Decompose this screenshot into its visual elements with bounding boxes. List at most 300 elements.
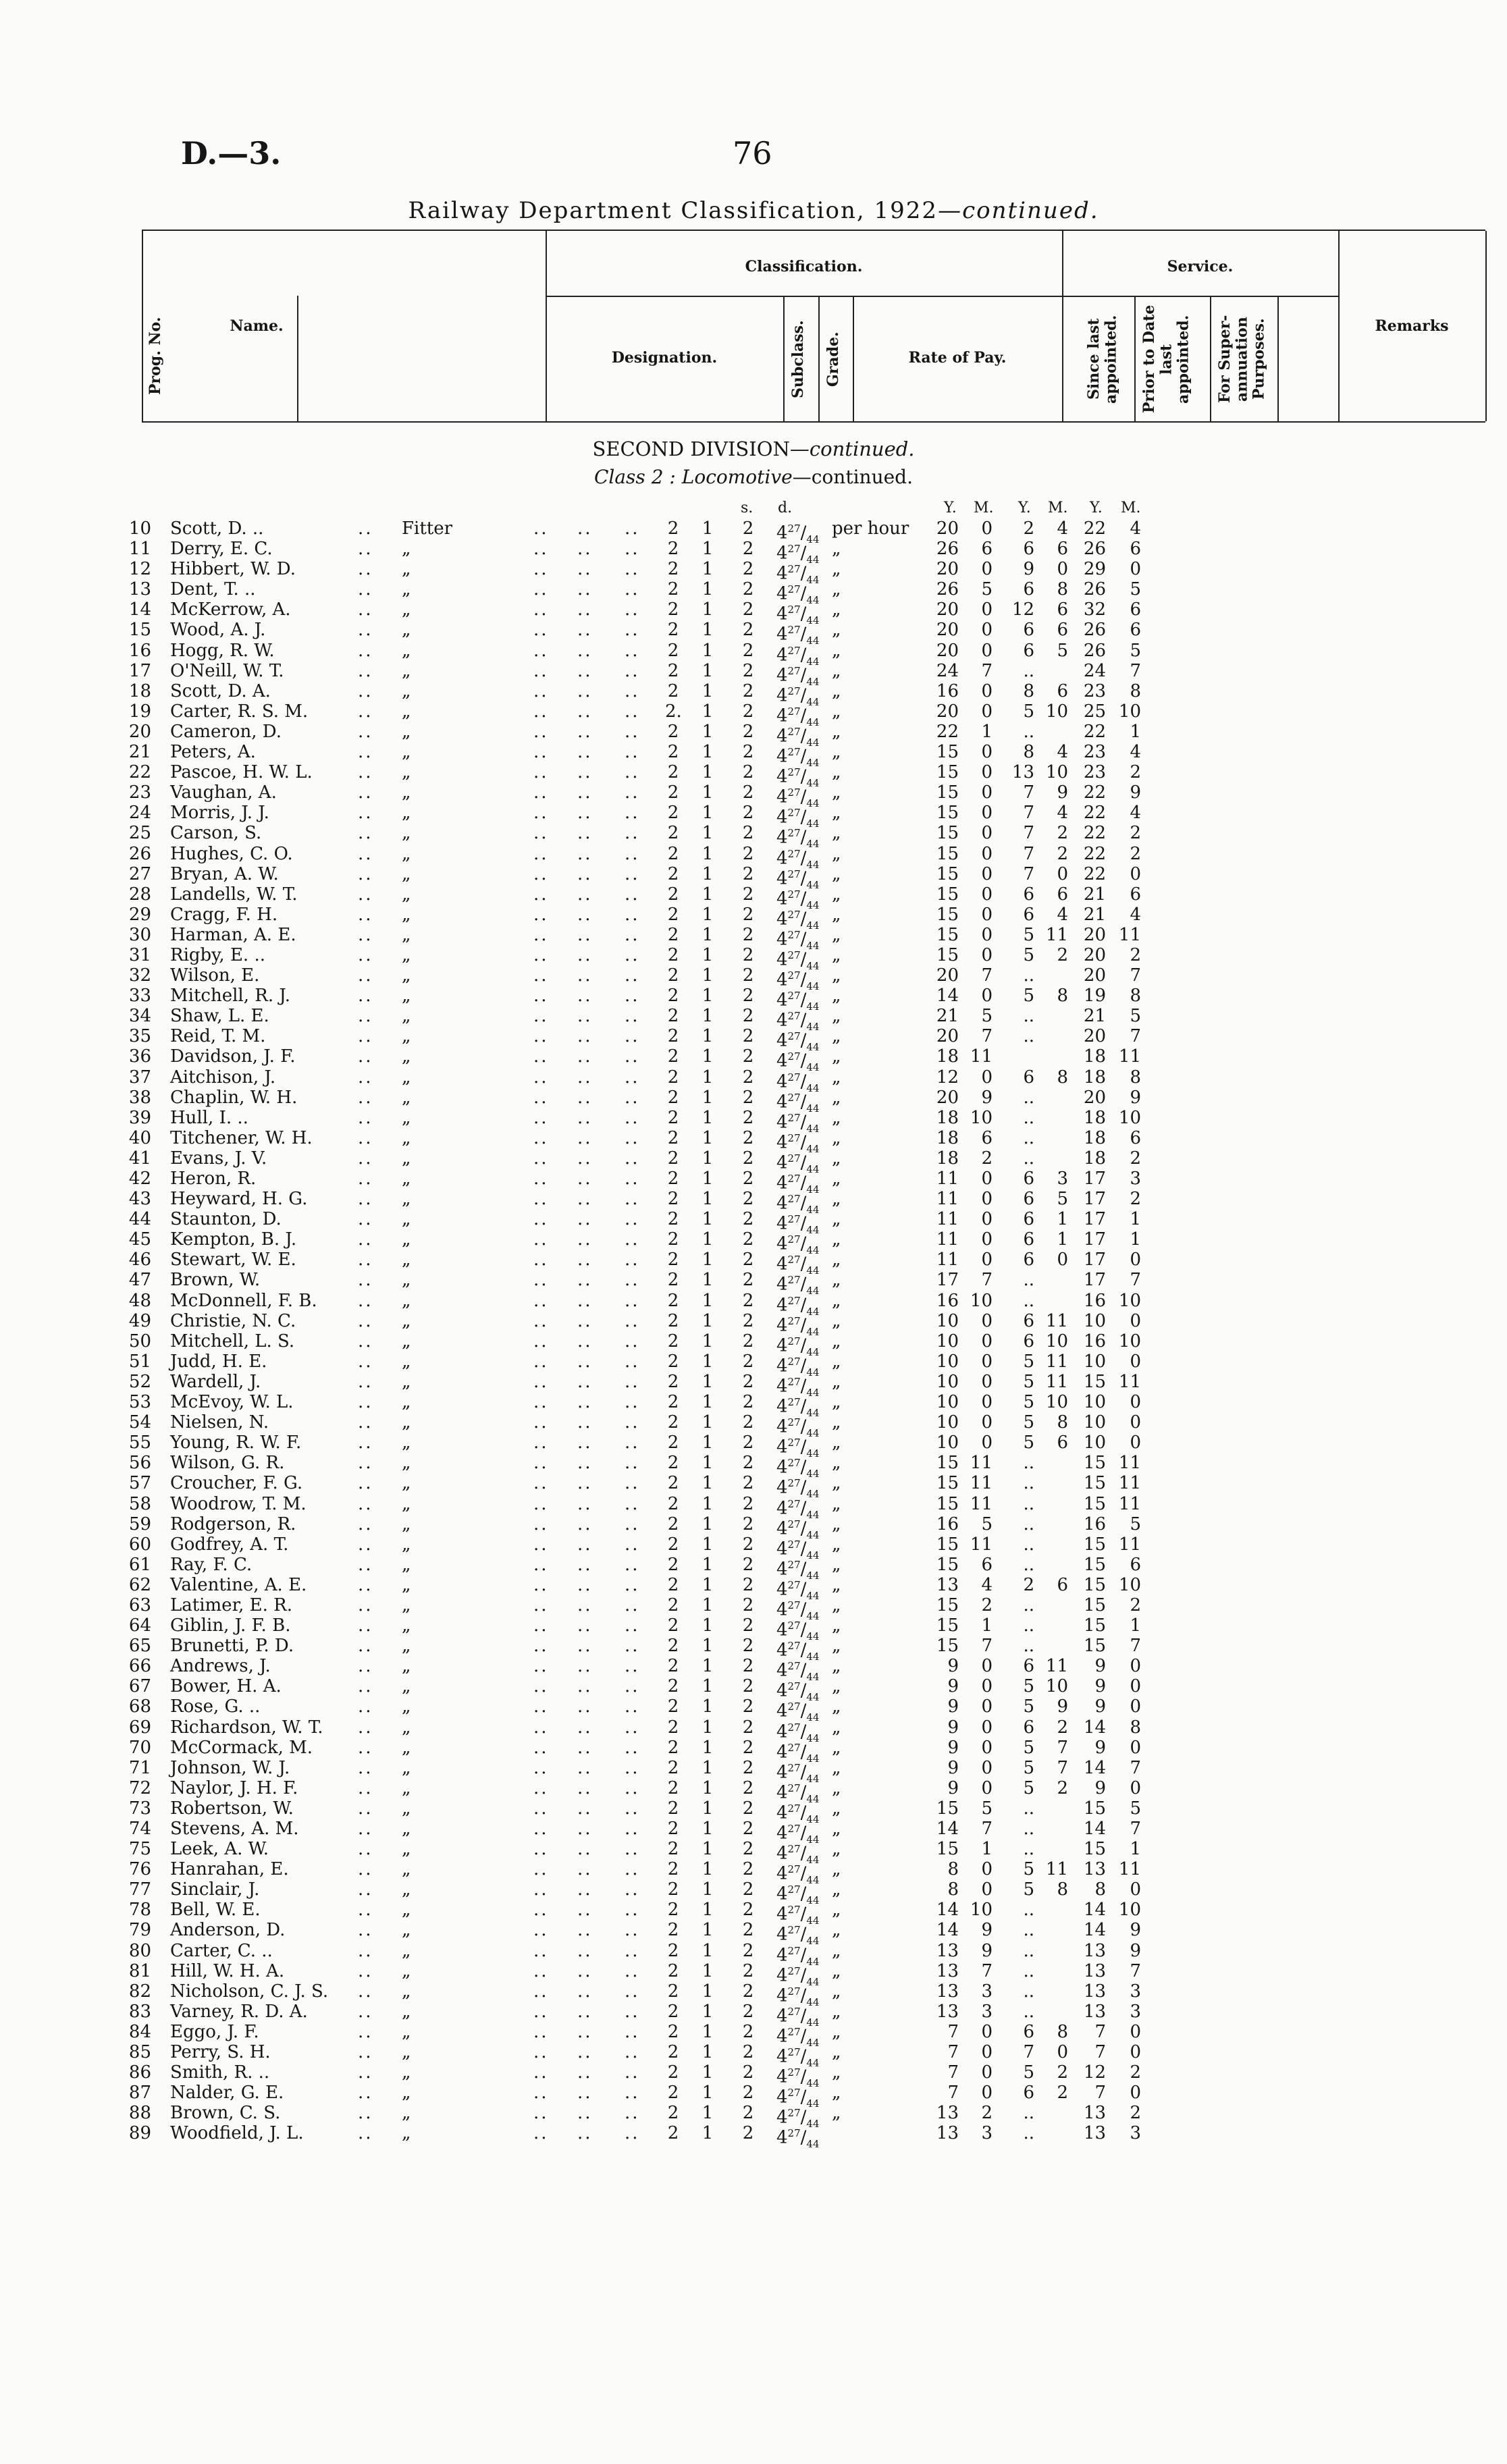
leader-dots: ..	[625, 2001, 640, 2022]
leader-dots: ..	[577, 1574, 593, 1595]
since-last-years: 15	[936, 803, 959, 824]
rate-pence-numerator: 27	[787, 1640, 801, 1653]
leader-dots: ..	[358, 640, 373, 661]
rate-per: „	[832, 1270, 841, 1291]
since-last-years: 15	[936, 944, 959, 965]
subclass: 2	[667, 1127, 679, 1148]
rate-pence-denominator: 44	[806, 2016, 820, 2029]
leader-dots: ..	[577, 620, 593, 641]
rate-pence-denominator: 44	[806, 1488, 820, 1501]
super-years: 13	[1083, 2123, 1106, 2144]
table-row	[0, 1595, 1507, 1622]
rate-per: „	[832, 944, 841, 965]
rate-pence-whole: 4	[776, 949, 788, 970]
leader-dots: ..	[577, 1250, 593, 1270]
leader-dots: ..	[358, 1574, 373, 1595]
rate-pence-numerator: 27	[787, 1883, 801, 1896]
prior-months: 5	[1057, 640, 1068, 661]
leader-dots: ..	[358, 823, 373, 844]
rate-pence-denominator: 44	[806, 1975, 820, 1988]
prior-months: 1	[1057, 1229, 1068, 1250]
rate-per: „	[832, 1900, 841, 1921]
prior-years: 6	[1023, 620, 1034, 641]
rate-shillings: 2	[742, 1534, 754, 1555]
prog-no: 47	[128, 1270, 151, 1291]
grade: 1	[702, 762, 714, 783]
leader-dots: ..	[625, 884, 640, 905]
super-months: 2	[1130, 823, 1141, 844]
rate-shillings: 2	[742, 1859, 754, 1880]
table-row	[0, 579, 1507, 607]
since-last-years: 13	[936, 2123, 959, 2144]
leader-dots: ..	[358, 863, 373, 884]
prior-years: ..	[1023, 1534, 1034, 1555]
prior-months: 3	[1057, 1169, 1068, 1189]
leader-dots: ..	[533, 1127, 549, 1148]
since-last-years: 15	[936, 1493, 959, 1514]
super-months: 4	[1130, 904, 1141, 925]
leader-dots: ..	[577, 1636, 593, 1657]
table-row	[0, 2062, 1507, 2089]
leader-dots: ..	[358, 2083, 373, 2104]
table-row	[0, 1189, 1507, 1216]
rate-pence-whole: 4	[776, 726, 788, 747]
rate-pence-numerator: 27	[787, 1152, 801, 1164]
since-last-months: 0	[981, 1757, 993, 1778]
rate-pence-denominator: 44	[806, 2056, 820, 2069]
rate-pence-denominator: 44	[806, 2097, 820, 2110]
leader-dots: ..	[577, 924, 593, 945]
rate-pence-numerator: 27	[787, 725, 801, 738]
leader-dots: ..	[358, 1148, 373, 1169]
rate-pence-whole: 4	[776, 1233, 788, 1254]
super-years: 26	[1083, 640, 1106, 661]
rate-pence-whole: 4	[776, 1782, 788, 1803]
since-last-months: 10	[970, 1107, 993, 1128]
rate-pence-whole: 4	[776, 1843, 788, 1864]
leader-dots: ..	[533, 1148, 549, 1169]
employee-name: Rigby, E. ..	[170, 944, 265, 965]
rate-pence-whole: 4	[776, 705, 788, 726]
employee-name: Reid, T. M.	[170, 1026, 266, 1047]
subclass: 2	[667, 1148, 679, 1169]
rate-per: „	[832, 1351, 841, 1372]
rate-pence-numerator: 27	[787, 1599, 801, 1611]
rate-pence-numerator: 27	[787, 1233, 801, 1246]
class-prefix: Class 2 :	[593, 466, 682, 488]
grade: 1	[702, 965, 714, 986]
since-last-months: 3	[981, 1981, 993, 2002]
leader-dots: ..	[625, 721, 640, 742]
super-months: 0	[1130, 2042, 1141, 2063]
leader-dots: ..	[358, 599, 373, 620]
leader-dots: ..	[625, 1371, 640, 1392]
rate-pence-denominator: 44	[806, 980, 820, 992]
rate-per: „	[832, 1595, 841, 1615]
subclass: 2	[667, 1087, 679, 1108]
since-last-months: 7	[981, 1270, 993, 1291]
rate-per: „	[832, 1087, 841, 1108]
table-row	[0, 986, 1507, 1013]
rate-per: „	[832, 884, 841, 905]
super-years: 16	[1083, 1290, 1106, 1311]
rate-pence: $4^{27}/_{44}$	[776, 1233, 820, 1257]
leader-dots: ..	[577, 2062, 593, 2083]
rate-shillings: 2	[742, 1107, 754, 1128]
rate-shillings: 2	[742, 1331, 754, 1351]
leader-dots: ..	[577, 1046, 593, 1067]
since-last-years: 16	[936, 1514, 959, 1534]
leader-dots: ..	[577, 1696, 593, 1717]
leader-dots: ..	[358, 1270, 373, 1291]
designation: „	[402, 1777, 411, 1798]
employee-name: Nalder, G. E.	[170, 2083, 284, 2104]
prior-years: ..	[1023, 1839, 1034, 1860]
leader-dots: ..	[577, 1189, 593, 1210]
leader-dots: ..	[625, 1717, 640, 1738]
rate-pence-whole: 4	[776, 969, 788, 990]
rate-pence-whole: 4	[776, 828, 788, 849]
rate-per: „	[832, 1696, 841, 1717]
rate-pence: $4^{27}/_{44}$	[776, 1497, 820, 1521]
since-last-months: 10	[970, 1900, 993, 1921]
super-months: 2	[1130, 2062, 1141, 2083]
leader-dots: ..	[533, 1900, 549, 1921]
prior-months: 6	[1057, 1432, 1068, 1453]
leader-dots: ..	[533, 1960, 549, 1981]
leader-dots: ..	[625, 1107, 640, 1128]
super-years: 22	[1083, 782, 1106, 803]
prog-no: 88	[128, 2103, 151, 2124]
leader-dots: ..	[358, 1229, 373, 1250]
leader-dots: ..	[533, 782, 549, 803]
since-last-years: 15	[936, 823, 959, 844]
rate-pence-whole: 4	[776, 1640, 788, 1661]
rate-shillings: 2	[742, 1554, 754, 1575]
since-last-months: 0	[981, 1371, 993, 1392]
rate-pence-numerator: 27	[787, 523, 801, 535]
employee-name: Mitchell, R. J.	[170, 986, 291, 1007]
rate-shillings: 2	[742, 2021, 754, 2042]
super-months: 11	[1118, 1453, 1141, 1474]
since-last-months: 0	[981, 518, 993, 539]
leader-dots: ..	[625, 1169, 640, 1189]
employee-name: Richardson, W. T.	[170, 1717, 323, 1738]
rate-pence-numerator: 27	[787, 1660, 801, 1673]
rate-shillings: 2	[742, 1473, 754, 1494]
leader-dots: ..	[533, 2021, 549, 2042]
grade: 1	[702, 1636, 714, 1657]
rate-pence-denominator: 44	[806, 635, 820, 647]
leader-dots: ..	[358, 762, 373, 783]
employee-name: Brown, W.	[170, 1270, 261, 1291]
rate-pence-denominator: 44	[806, 2077, 820, 2089]
rate-pence: $4^{27}/_{44}$	[776, 1578, 820, 1602]
rate-per: „	[832, 1026, 841, 1047]
prog-no: 55	[128, 1432, 151, 1453]
rate-shillings: 2	[742, 1920, 754, 1941]
leader-dots: ..	[577, 965, 593, 986]
rate-pence: $4^{27}/_{44}$	[776, 1416, 820, 1439]
leader-dots: ..	[358, 1310, 373, 1331]
prog-no: 67	[128, 1676, 151, 1697]
grade: 1	[702, 1777, 714, 1798]
leader-dots: ..	[358, 2042, 373, 2063]
rate-pence-denominator: 44	[806, 838, 820, 851]
since-last-months: 7	[981, 1026, 993, 1047]
prog-no: 18	[128, 680, 151, 701]
rate-pence-denominator: 44	[806, 736, 820, 749]
leader-dots: ..	[533, 2062, 549, 2083]
rate-pence-whole: 4	[776, 868, 788, 889]
leader-dots: ..	[533, 1737, 549, 1758]
prog-no: 50	[128, 1331, 151, 1351]
table-row	[0, 863, 1507, 891]
super-years: 17	[1083, 1169, 1106, 1189]
super-months: 2	[1130, 843, 1141, 864]
rate-pence-numerator: 27	[787, 1558, 801, 1571]
super-months: 7	[1130, 1026, 1141, 1047]
super-years: 10	[1083, 1310, 1106, 1331]
designation: „	[402, 782, 411, 803]
leader-dots: ..	[533, 620, 549, 641]
rate-per: „	[832, 1757, 841, 1778]
since-last-months: 1	[981, 1615, 993, 1636]
leader-dots: ..	[358, 2123, 373, 2144]
rate-shillings: 2	[742, 1026, 754, 1047]
rate-shillings: 2	[742, 2001, 754, 2022]
rate-shillings: 2	[742, 1169, 754, 1189]
since-last-months: 0	[981, 1250, 993, 1270]
grade: 1	[702, 1554, 714, 1575]
rate-shillings: 2	[742, 1900, 754, 1921]
since-last-years: 18	[936, 1148, 959, 1169]
rate-per: „	[832, 986, 841, 1007]
leader-dots: ..	[533, 1169, 549, 1189]
rate-pence: $4^{27}/_{44}$	[776, 1619, 820, 1642]
since-last-years: 15	[936, 863, 959, 884]
super-years: 9	[1094, 1777, 1106, 1798]
super-months: 0	[1130, 1351, 1141, 1372]
prior-years: 5	[1023, 944, 1034, 965]
grade: 1	[702, 640, 714, 661]
leader-dots: ..	[625, 2083, 640, 2104]
leader-dots: ..	[358, 1676, 373, 1697]
rate-pence: $4^{27}/_{44}$	[776, 1741, 820, 1765]
since-last-months: 0	[981, 823, 993, 844]
employee-name: Peters, A.	[170, 742, 256, 763]
rate-shillings: 2	[742, 1493, 754, 1514]
leader-dots: ..	[358, 1006, 373, 1027]
super-years: 17	[1083, 1270, 1106, 1291]
leader-dots: ..	[577, 1453, 593, 1474]
rate-pence-whole: 4	[776, 2026, 788, 2047]
prior-years: 6	[1023, 1331, 1034, 1351]
prior-months: 2	[1057, 2083, 1068, 2104]
rate-shillings: 2	[742, 1940, 754, 1961]
super-years: 22	[1083, 863, 1106, 884]
designation: „	[402, 1371, 411, 1392]
rate-pence-denominator: 44	[806, 878, 820, 891]
employee-name: Perry, S. H.	[170, 2042, 271, 2063]
prog-no: 30	[128, 924, 151, 945]
prior-years: 6	[1023, 1656, 1034, 1677]
since-last-years: 9	[947, 1757, 959, 1778]
leader-dots: ..	[625, 1819, 640, 1839]
leader-dots: ..	[577, 904, 593, 925]
prior-years: 6	[1023, 904, 1034, 925]
prog-no: 54	[128, 1412, 151, 1433]
prior-months: 6	[1057, 1574, 1068, 1595]
employee-name: Hull, I. ..	[170, 1107, 248, 1128]
designation: „	[402, 1615, 411, 1636]
subclass: 2	[667, 1696, 679, 1717]
rate-pence: $4^{27}/_{44}$	[776, 604, 820, 627]
leader-dots: ..	[358, 559, 373, 580]
table-row	[0, 559, 1507, 587]
rate-shillings: 2	[742, 762, 754, 783]
rate-shillings: 2	[742, 1981, 754, 2002]
designation: „	[402, 559, 411, 580]
leader-dots: ..	[533, 1595, 549, 1615]
rate-per: „	[832, 1107, 841, 1128]
leader-dots: ..	[358, 1453, 373, 1474]
leader-dots: ..	[533, 1331, 549, 1351]
rate-shillings: 2	[742, 1067, 754, 1088]
super-years: 25	[1083, 701, 1106, 722]
leader-dots: ..	[358, 843, 373, 864]
leader-dots: ..	[533, 701, 549, 722]
rate-per: „	[832, 823, 841, 844]
super-months: 0	[1130, 1412, 1141, 1433]
employee-name: Christie, N. C.	[170, 1310, 296, 1331]
leader-dots: ..	[533, 2042, 549, 2063]
grade: 1	[702, 579, 714, 600]
leader-dots: ..	[358, 1432, 373, 1453]
designation: „	[402, 944, 411, 965]
since-last-years: 15	[936, 904, 959, 925]
rate-per: „	[832, 701, 841, 722]
rate-shillings: 2	[742, 1798, 754, 1819]
rate-pence-whole: 4	[776, 1376, 788, 1397]
rate-pence-denominator: 44	[806, 1569, 820, 1582]
prog-no: 73	[128, 1798, 151, 1819]
grade: 1	[702, 1290, 714, 1311]
rate-pence-numerator: 27	[787, 644, 801, 657]
rate-shillings: 2	[742, 742, 754, 763]
rate-pence: $4^{27}/_{44}$	[776, 1457, 820, 1480]
leader-dots: ..	[577, 1331, 593, 1351]
since-last-years: 10	[936, 1371, 959, 1392]
rate-pence-denominator: 44	[806, 1061, 820, 1074]
super-months: 4	[1130, 803, 1141, 824]
leader-dots: ..	[625, 1412, 640, 1433]
prog-no: 42	[128, 1169, 151, 1189]
leader-dots: ..	[577, 1209, 593, 1230]
since-last-years: 15	[936, 1453, 959, 1474]
subclass: 2	[667, 1534, 679, 1555]
since-last-years: 13	[936, 2001, 959, 2022]
rate-pence-denominator: 44	[806, 1691, 820, 1704]
leader-dots: ..	[358, 1209, 373, 1230]
rate-pence-numerator: 27	[787, 847, 801, 860]
rate-pence-denominator: 44	[806, 1345, 820, 1358]
leader-dots: ..	[533, 1981, 549, 2002]
leader-dots: ..	[577, 680, 593, 701]
employee-name: Hibbert, W. D.	[170, 559, 296, 580]
subclass: 2	[667, 1067, 679, 1088]
employee-name: O'Neill, W. T.	[170, 660, 284, 681]
table-row	[0, 1351, 1507, 1378]
rate-pence-denominator: 44	[806, 1508, 820, 1521]
prog-no: 56	[128, 1453, 151, 1474]
since-last-months: 2	[981, 2103, 993, 2124]
rate-pence-numerator: 27	[787, 1294, 801, 1307]
table-row	[0, 1777, 1507, 1805]
rate-pence-numerator: 27	[787, 1396, 801, 1409]
rate-per: „	[832, 1717, 841, 1738]
since-last-years: 15	[936, 1595, 959, 1615]
rate-pence-whole: 4	[776, 807, 788, 828]
rate-pence: $4^{27}/_{44}$	[776, 624, 820, 647]
rate-pence-denominator: 44	[806, 1935, 820, 1948]
leader-dots: ..	[625, 1514, 640, 1534]
prog-no: 44	[128, 1209, 151, 1230]
super-months: 6	[1130, 539, 1141, 560]
table-row	[0, 884, 1507, 911]
super-months: 1	[1130, 1209, 1141, 1230]
rate-shillings: 2	[742, 1432, 754, 1453]
classification-table-body	[0, 518, 1507, 2151]
leader-dots: ..	[533, 559, 549, 580]
since-last-years: 20	[936, 1026, 959, 1047]
designation: „	[402, 660, 411, 681]
leader-dots: ..	[533, 1514, 549, 1534]
leader-dots: ..	[625, 620, 640, 641]
prior-years: 6	[1023, 1310, 1034, 1331]
employee-name: Scott, D. ..	[170, 518, 264, 539]
rate-shillings: 2	[742, 884, 754, 905]
rate-shillings: 2	[742, 1270, 754, 1291]
leader-dots: ..	[625, 2042, 640, 2063]
leader-dots: ..	[533, 884, 549, 905]
rate-per: „	[832, 1798, 841, 1819]
leader-dots: ..	[533, 1777, 549, 1798]
prior-years: 7	[1023, 2042, 1034, 2063]
rate-pence-whole: 4	[776, 1883, 788, 1904]
rate-pence-whole: 4	[776, 523, 788, 543]
prog-no: 89	[128, 2123, 151, 2144]
rate-pence-whole: 4	[776, 2046, 788, 2067]
rate-pence-denominator: 44	[806, 1122, 820, 1135]
subclass: 2	[667, 1046, 679, 1067]
prior-months: 4	[1057, 742, 1068, 763]
since-last-months: 0	[981, 1331, 993, 1351]
employee-name: Latimer, E. R.	[170, 1595, 293, 1615]
rate-pence-whole: 4	[776, 1945, 788, 1966]
leader-dots: ..	[625, 2021, 640, 2042]
table-row	[0, 1636, 1507, 1663]
designation: „	[402, 1046, 411, 1067]
prior-years: ..	[1023, 1940, 1034, 1961]
employee-name: Morris, J. J.	[170, 803, 269, 824]
prior-years: ..	[1023, 1006, 1034, 1027]
rate-pence: $4^{27}/_{44}$	[776, 1375, 820, 1399]
since-last-years: 15	[936, 1615, 959, 1636]
leader-dots: ..	[577, 1554, 593, 1575]
prior-years: ..	[1023, 1473, 1034, 1494]
rate-per: „	[832, 1209, 841, 1230]
